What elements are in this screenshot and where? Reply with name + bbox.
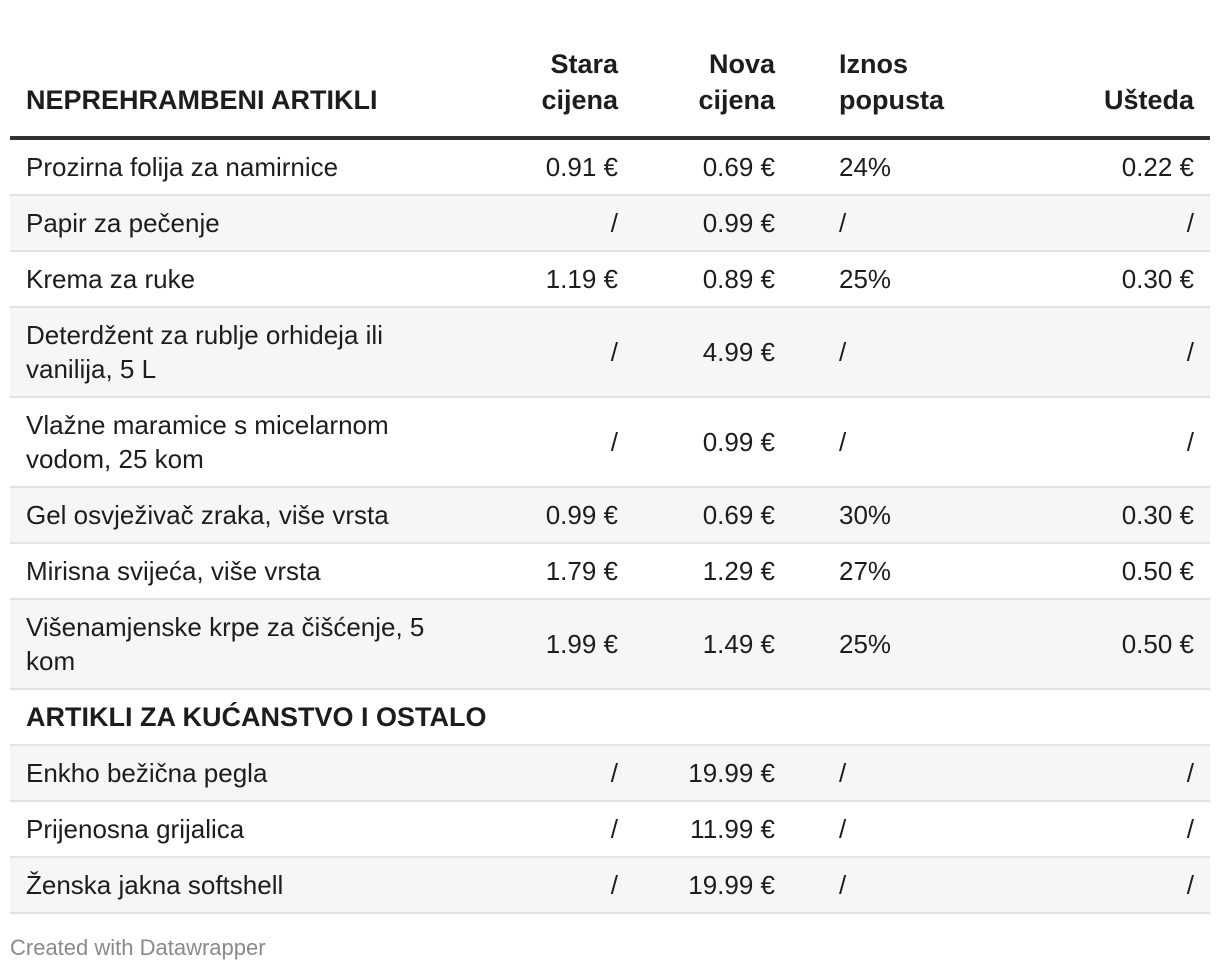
header-old-price-line2: cijena	[541, 85, 618, 115]
cell-discount: /	[791, 307, 972, 397]
cell-old-price: /	[480, 195, 634, 251]
cell-new-price: 19.99 €	[634, 857, 791, 913]
cell-product: Krema za ruke	[10, 251, 480, 307]
table-row	[10, 138, 1210, 195]
header-new-price-line2: cijena	[698, 85, 775, 115]
table-header	[10, 40, 1210, 138]
cell-new-price: 0.69 €	[634, 138, 791, 195]
cell-savings: 0.50 €	[972, 599, 1210, 689]
cell-new-price: 11.99 €	[634, 801, 791, 857]
table-row	[10, 543, 1210, 599]
price-table-container	[10, 40, 1210, 914]
table-row	[10, 195, 1210, 251]
table-row	[10, 487, 1210, 543]
cell-savings: /	[972, 857, 1210, 913]
cell-savings: /	[972, 397, 1210, 487]
cell-product: Mirisna svijeća, više vrsta	[10, 543, 480, 599]
cell-product: Enkho bežična pegla	[10, 745, 480, 801]
table-row	[10, 745, 1210, 801]
cell-savings: 0.30 €	[972, 487, 1210, 543]
header-savings: Ušteda	[972, 40, 1210, 138]
cell-new-price: 0.69 €	[634, 487, 791, 543]
cell-new-price: 0.99 €	[634, 397, 791, 487]
section-row	[10, 689, 1210, 745]
cell-product: Prozirna folija za namirnice	[10, 138, 480, 195]
cell-new-price: 0.99 €	[634, 195, 791, 251]
cell-discount: /	[791, 745, 972, 801]
cell-old-price: /	[480, 801, 634, 857]
cell-old-price: /	[480, 397, 634, 487]
table-row	[10, 801, 1210, 857]
cell-discount: /	[791, 397, 972, 487]
header-new-price	[634, 40, 791, 138]
cell-old-price: 0.91 €	[480, 138, 634, 195]
cell-savings: /	[972, 801, 1210, 857]
cell-savings: /	[972, 307, 1210, 397]
cell-old-price: 1.99 €	[480, 599, 634, 689]
cell-product: Višenamjenske krpe za čišćenje, 5 kom	[10, 599, 480, 689]
header-discount-line2: popusta	[839, 85, 944, 115]
cell-savings: 0.50 €	[972, 543, 1210, 599]
cell-product: Papir za pečenje	[10, 195, 480, 251]
header-row	[10, 40, 1210, 138]
cell-discount: 30%	[791, 487, 972, 543]
header-old-price-line1: Stara	[550, 49, 618, 79]
cell-product: Vlažne maramice s micelarnom vodom, 25 kom	[10, 397, 480, 487]
table-row	[10, 599, 1210, 689]
cell-old-price: /	[480, 857, 634, 913]
header-discount	[791, 40, 972, 138]
cell-old-price: /	[480, 745, 634, 801]
cell-product: Ženska jakna softshell	[10, 857, 480, 913]
cell-savings: 0.22 €	[972, 138, 1210, 195]
cell-old-price: /	[480, 307, 634, 397]
cell-discount: 25%	[791, 251, 972, 307]
cell-new-price: 4.99 €	[634, 307, 791, 397]
table-row	[10, 397, 1210, 487]
header-old-price	[480, 40, 634, 138]
cell-product: Deterdžent za rublje orhideja ili vanilija, 5 L	[10, 307, 480, 397]
cell-discount: 25%	[791, 599, 972, 689]
cell-discount: /	[791, 857, 972, 913]
cell-new-price: 0.89 €	[634, 251, 791, 307]
table-body	[10, 138, 1210, 913]
cell-old-price: 0.99 €	[480, 487, 634, 543]
cell-new-price: 1.29 €	[634, 543, 791, 599]
cell-old-price: 1.19 €	[480, 251, 634, 307]
cell-discount: 27%	[791, 543, 972, 599]
table-row	[10, 307, 1210, 397]
price-table	[10, 40, 1210, 914]
header-new-price-line1: Nova	[708, 49, 775, 79]
cell-new-price: 1.49 €	[634, 599, 791, 689]
table-row	[10, 251, 1210, 307]
cell-old-price: 1.79 €	[480, 543, 634, 599]
cell-discount: /	[791, 801, 972, 857]
cell-savings: /	[972, 745, 1210, 801]
section-title: ARTIKLI ZA KUĆANSTVO I OSTALO	[10, 689, 1210, 745]
cell-product: Prijenosna grijalica	[10, 801, 480, 857]
credit-footer: Created with Datawrapper	[10, 935, 266, 960]
cell-new-price: 19.99 €	[634, 745, 791, 801]
header-discount-line1: Iznos	[839, 49, 909, 79]
cell-discount: 24%	[791, 138, 972, 195]
cell-product: Gel osvježivač zraka, više vrsta	[10, 487, 480, 543]
header-product: NEPREHRAMBENI ARTIKLI	[10, 40, 480, 138]
cell-savings: /	[972, 195, 1210, 251]
cell-discount: /	[791, 195, 972, 251]
table-row	[10, 857, 1210, 913]
cell-savings: 0.30 €	[972, 251, 1210, 307]
